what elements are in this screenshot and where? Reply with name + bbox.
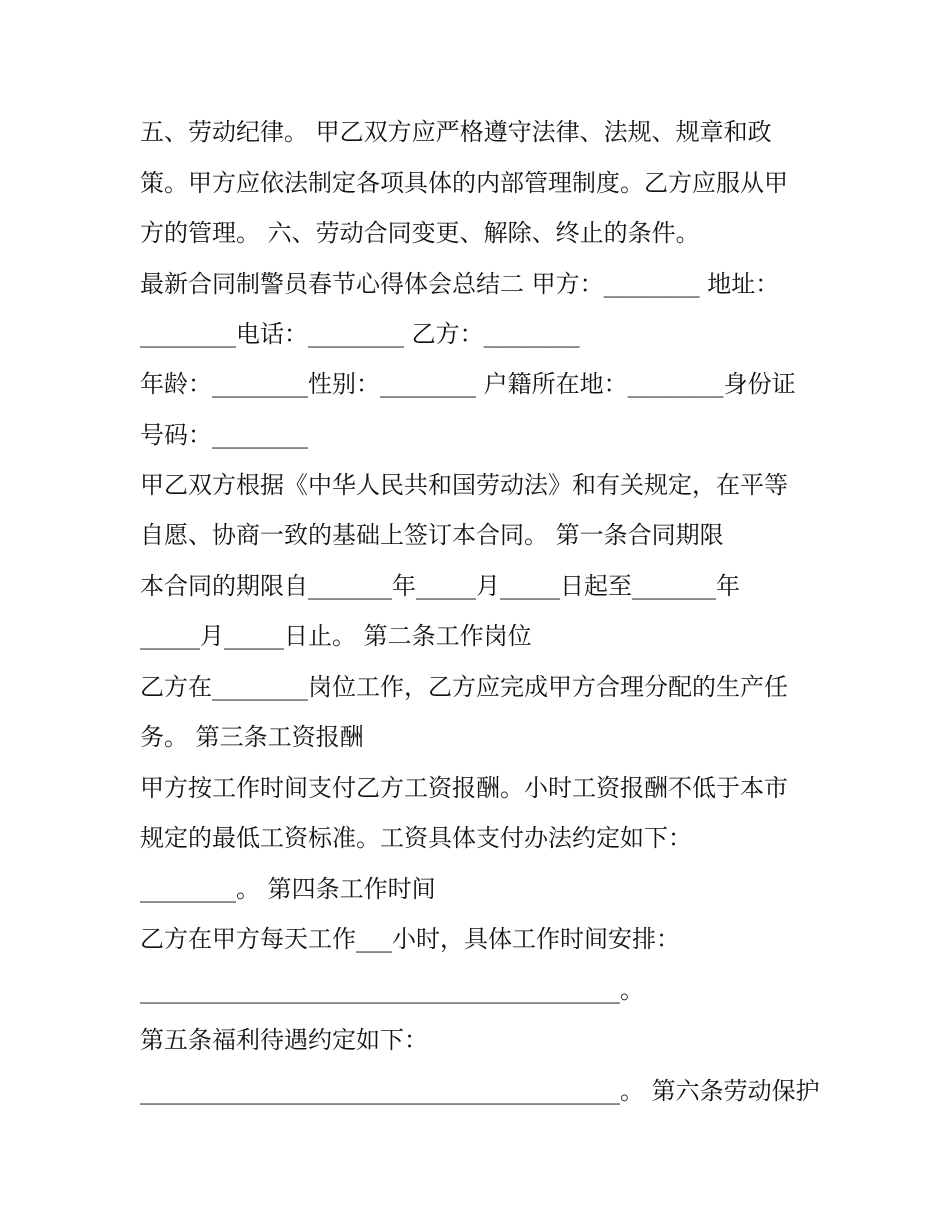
text-line: ________________________________________。 第六条劳动保护	[140, 1077, 820, 1105]
text-line: 甲乙双方根据《中华人民共和国劳动法》和有关规定，在平等	[140, 471, 788, 499]
text-line: 乙方在甲方每天工作___小时，具体工作时间安排：	[140, 925, 680, 953]
text-line: 务。 第三条工资报酬	[140, 723, 364, 751]
text-line: 甲方按工作时间支付乙方工资报酬。小时工资报酬不低于本市	[140, 774, 788, 802]
text-line: ________________________________________。	[140, 976, 644, 1004]
text-line: _____月_____日止。 第二条工作岗位	[140, 622, 532, 650]
text-line: ________电话：________ 乙方：________	[140, 320, 580, 348]
text-line: 策。甲方应依法制定各项具体的内部管理制度。乙方应服从甲	[140, 169, 788, 197]
text-line: 年龄：________性别：________ 户籍所在地：________身份证	[140, 370, 796, 398]
text-line: 五、劳动纪律。 甲乙双方应严格遵守法律、法规、规章和政	[140, 118, 772, 146]
text-line: 方的管理。 六、劳动合同变更、解除、终止的条件。	[140, 219, 700, 247]
text-line: ________。 第四条工作时间	[140, 875, 436, 903]
text-line: 本合同的期限自_______年_____月_____日起至_______年	[140, 572, 740, 600]
text-line: 最新合同制警员春节心得体会总结二 甲方：________ 地址：	[140, 270, 780, 298]
text-line: 乙方在________岗位工作，乙方应完成甲方合理分配的生产任	[140, 673, 788, 701]
text-line: 自愿、协商一致的基础上签订本合同。 第一条合同期限	[140, 521, 724, 549]
text-line: 号码：________	[140, 421, 308, 449]
text-line: 规定的最低工资标准。工资具体支付办法约定如下：	[140, 824, 692, 852]
text-line: 第五条福利待遇约定如下：	[140, 1026, 428, 1054]
